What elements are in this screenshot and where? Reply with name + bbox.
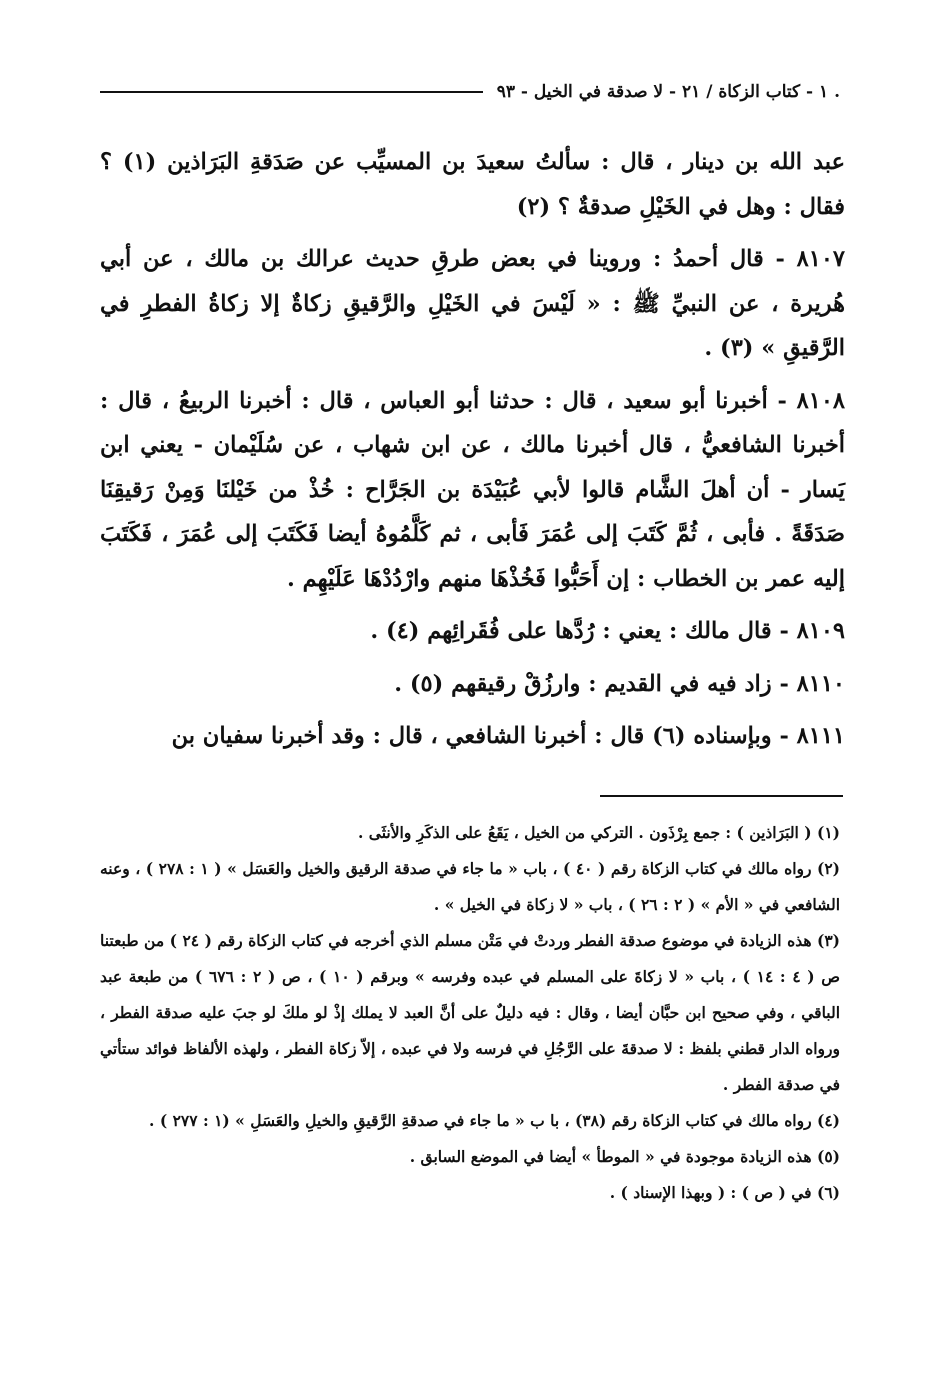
main-text [100, 140, 845, 759]
footnote-4: (٤) رواه مالك في كتاب الزكاة رقم (٣٨) ، با ب « ما جاء في صدقةِ الرَّقيقِ والخيلِ والعَسَلِ » (١ : ٢٧٧ ) . [149, 1111, 840, 1130]
footnote-1: (١) ( البَرَاذين ) : جمع بِرْذَون . التركي من الخيل ، يَقَعُ على الذكَرِ والأنثَى . [358, 823, 840, 842]
running-title: . ١ - كتاب الزكاة / ٢١ - لا صدقة في الخيل - ٩٣ [496, 82, 840, 102]
footnote-6: (٦) في ( ص ) : ( وبهذا الإسناد ) . [609, 1183, 840, 1202]
paragraph-number: ٨١١١ [796, 723, 845, 749]
footnote-5: (٥) هذه الزيادة موجودة في « الموطأ » أيضا في الموضع السابق . [409, 1147, 840, 1166]
footnotes [100, 815, 840, 1211]
paragraph-text: - قال أحمدُ : وروينا في بعض طرقِ حديث عرالك بن مالك ، عن أبي هُريرة ، عن النبيِّ ﷺ : « لَيْسَ في الخَيْلِ والرَّقيقِ زكاةٌ إلا زكاةُ الفطرِ في الرَّقيقِ » (٣) . [100, 246, 845, 361]
paragraph-text: عبد الله بن دينار ، قال : سألتُ سعيدَ بن المسيِّب عن صَدَقةِ البَرَاذين (١) ؟ فقال : وهل في الخَيْلِ صدقةٌ ؟ (٢) [100, 149, 845, 220]
paragraph-number: ٨١٠٩ [796, 618, 845, 644]
paragraph-number: ٨١٠٧ [796, 246, 845, 272]
paragraph-8111 [100, 714, 845, 759]
paragraph-8109 [100, 609, 845, 654]
footnote-2: (٢) رواه مالك في كتاب الزكاة رقم ( ٤٠ ) ، باب « ما جاء في صدقة الرقيق والخيل والعَسَل » ( ١ : ٢٧٨ ) ، وعنه الشافعي في « الأم » ( ٢ : ٢٦ ) ، باب « لا زكاة في الخيل » . [100, 859, 840, 914]
paragraph-continuation [100, 140, 845, 229]
header-rule [100, 91, 483, 93]
paragraph-text: - وبإسناده (٦) قال : أخبرنا الشافعي ، قال : وقد أخبرنا سفيان بن [171, 723, 797, 749]
page-header [100, 82, 840, 102]
paragraph-8108 [100, 379, 845, 602]
paragraph-text: - قال مالك : يعني : رُدَّها على فُقَرائِهم (٤) . [370, 618, 797, 644]
paragraph-8110 [100, 662, 845, 707]
footnote-3: (٣) هذه الزيادة في موضوع صدقة الفطر وردتْ في مَتْن مسلم الذي أخرجه في كتاب الزكاة رقم ( ٢٤ ) من طبعتنا ص ( ٤ : ١٤ ) ، باب « لا زكاةَ على المسلم في عبده وفرسه » وبرقم ( ١٠ ) ، ص ( ٢ : ٦٧٦ ) من طبعة عبد الباقي ، وفي صحيح ابن حبَّان أيضا ، وقال : فيه دليلٌ على أنَّ العبد لا يملك إذْ لو ملكَ لو جبَ عليه صدقة الفطر ، ورواه الدار قطني بلفظ : لا صدقةَ على الرَّجُلِ في فرسه ولا في عبده ، إلاّ زكاة الفطر ، ولهذه الألفاظ فوائد ستأتي في صدقة الفطر . [100, 931, 841, 1094]
paragraph-text: - زاد فيه في القديم : وارزُقْ رقيقهم (٥) . [394, 670, 797, 697]
footnote-separator [600, 795, 843, 797]
paragraph-number: ٨١١٠ [796, 670, 845, 697]
paragraph-text: - أخبرنا أبو سعيد ، قال : حدثنا أبو العباس ، قال : أخبرنا الربيعُ ، قال : أخبرنا الشافعيُّ ، قال أخبرنا مالك ، عن ابن شهاب ، عن سُلَيْمان - يعني ابن يَسار - أن أهلَ الشَّام قالوا لأبي عُبَيْدَة بن الجَرَّاح : خُذْ من خَيْلنَا وَمِنْ رَقيقِنَا صَدَقَةً . فأبى ، ثُمَّ كَتَبَ إلى عُمَرَ فَأبى ، ثم كَلَّمُوهُ أيضا فَكَتَبَ إلى عُمَرَ ، فَكَتَبَ إليه عمر بن الخطاب : إن أَحَبُّوا فَخُذْهَا منهم وارْدُدْهَا عَلَيْهِم . [100, 387, 845, 592]
paragraph-number: ٨١٠٨ [796, 387, 845, 414]
paragraph-8107 [100, 237, 845, 371]
